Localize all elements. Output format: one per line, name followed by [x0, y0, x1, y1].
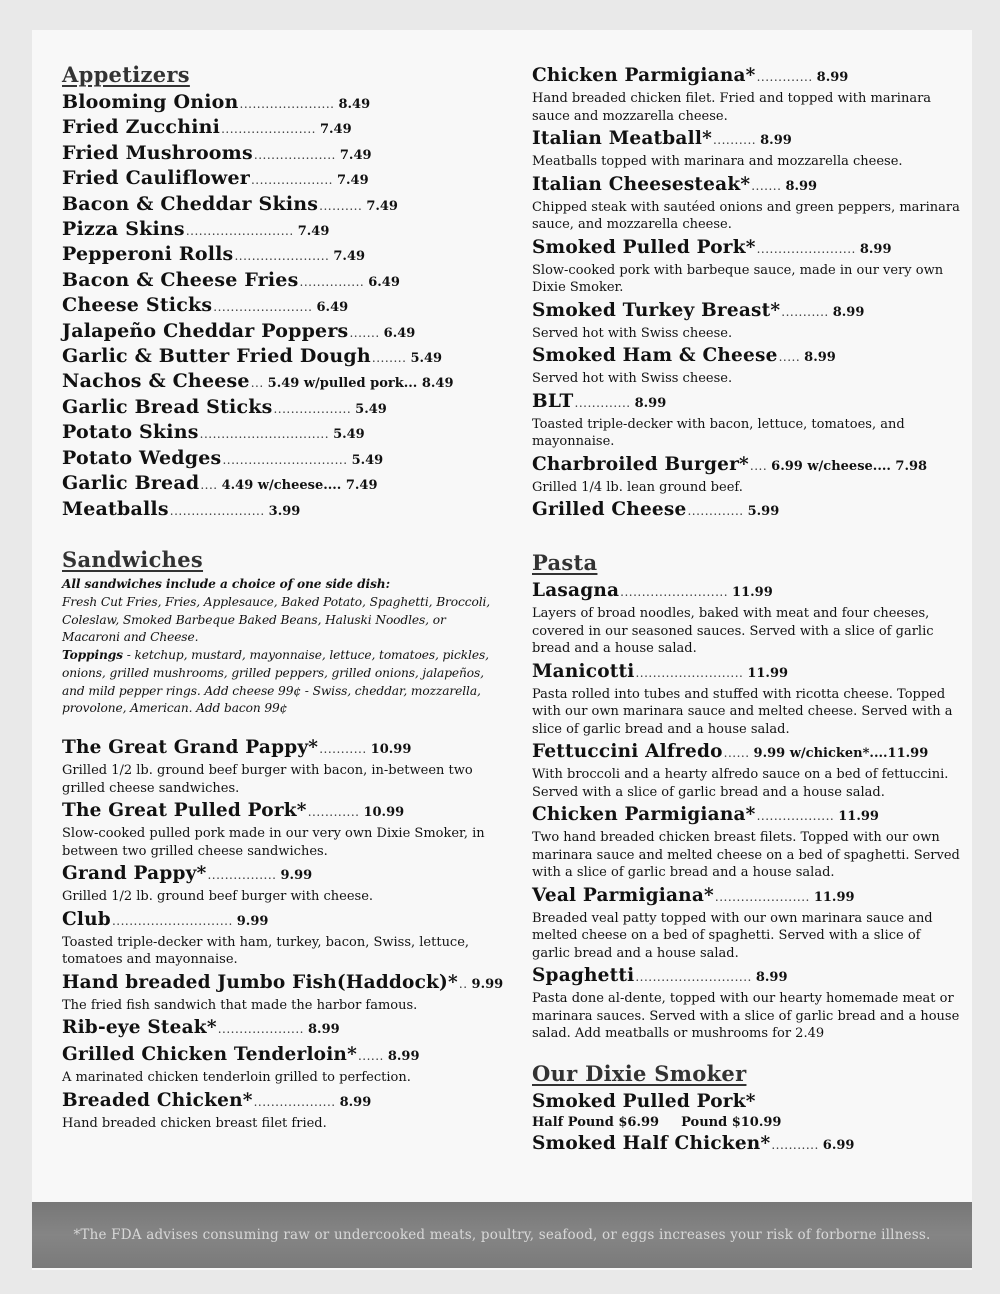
sandwich-item-name: Breaded Chicken*	[62, 1089, 253, 1111]
appetizer-price: 7.49	[336, 173, 369, 189]
smoker-chicken-name: Smoked Half Chicken*	[532, 1132, 771, 1154]
appetizer-name: Fried Mushrooms	[62, 141, 253, 164]
appetizer-price: 7.49	[297, 224, 330, 240]
pasta-item-name: Veal Parmigiana*	[532, 884, 714, 906]
appetizer-name: Potato Skins	[62, 421, 199, 444]
pasta-item-price: 11.99	[732, 585, 773, 600]
sandwich-item-name: The Great Grand Pappy*	[62, 737, 319, 759]
sandwich-item-name: Charbroiled Burger*	[532, 453, 749, 475]
sandwich-item-description: Chipped steak with sautéed onions and green peppers, marinara sauce, and mozzarella cheese.	[532, 199, 960, 232]
sandwich-item-name: Grilled Chicken Tenderloin*	[62, 1044, 357, 1066]
appetizer-price: 4.49 w/cheese.... 7.49	[221, 478, 378, 494]
right-sandwich-list	[532, 64, 962, 524]
sandwich-item	[62, 799, 502, 860]
sandwich-item	[532, 236, 962, 297]
smoker-chicken-dots: ...........	[771, 1137, 819, 1152]
appetizer-price: 5.49 w/pulled pork... 8.49	[267, 376, 454, 392]
appetizer-name: Jalapeño Cheddar Poppers	[62, 319, 349, 342]
pasta-item-name: Manicotti	[532, 660, 635, 682]
sandwich-item-line	[532, 344, 962, 370]
sandwich-item-price: 8.99	[634, 395, 667, 411]
pasta-item-dots: .........................	[620, 585, 729, 599]
appetizer-price: 5.49	[333, 427, 365, 443]
sandwich-item-description: Grilled 1/2 lb. ground beef burger with cheese.	[62, 889, 374, 905]
sandwich-item-line	[532, 299, 962, 325]
pasta-item-dots: ...........................	[635, 970, 752, 984]
appetizer-item	[62, 218, 502, 243]
sandwich-item-price: 8.99	[804, 350, 836, 365]
sandwich-item-description: Grilled 1/4 lb. lean ground beef.	[532, 479, 743, 495]
sandwich-item-line	[62, 908, 502, 934]
sandwich-item-dots: ....	[749, 458, 768, 473]
fda-footer-text: *The FDA advises consuming raw or undercooked meats, poultry, seafood, or eggs increases your risk of forborne illness.	[73, 1227, 931, 1243]
right-column	[532, 64, 962, 1158]
sandwich-item-line	[532, 498, 962, 524]
appetizer-name: Garlic Bread	[62, 472, 200, 495]
sandwich-item-line	[532, 236, 962, 262]
appetizer-dots: ......................	[239, 97, 335, 111]
sandwich-item-name: Grilled Cheese	[532, 499, 687, 520]
pasta-item-description: Layers of broad noodles, baked with meat and four cheeses, covered in our seasoned sauces. Served with a slice of garlic bread and a house salad.	[532, 606, 934, 656]
pasta-item-dots: ......	[723, 746, 750, 760]
sandwich-item-description: Served hot with Swiss cheese.	[532, 371, 733, 386]
sandwich-item-description: Slow-cooked pulled pork made in our very own Dixie Smoker, in between two grilled cheese sandwiches.	[62, 826, 485, 859]
sandwich-item	[532, 390, 962, 451]
appetizer-item	[62, 498, 502, 523]
sandwich-item-line	[62, 971, 502, 997]
appetizer-dots: ......................	[234, 249, 330, 264]
pasta-item-line	[532, 579, 962, 605]
sandwich-item-dots: .............	[756, 70, 813, 84]
appetizer-price: 8.49	[338, 97, 371, 112]
sandwich-item-name: Grand Pappy*	[62, 863, 207, 885]
appetizer-price: 7.49	[333, 249, 366, 265]
sandwich-item	[62, 1089, 502, 1133]
appetizer-dots: .......................	[213, 300, 313, 315]
sandwich-item-price: 10.99	[370, 742, 412, 758]
pasta-item	[532, 740, 962, 801]
smoker-half-pound: Half Pound $6.99	[532, 1114, 660, 1130]
sandwich-item-dots: ............................	[111, 913, 233, 928]
sandwiches-intro-lead: All sandwiches include a choice of one side dish:	[62, 576, 390, 591]
appetizer-item	[62, 472, 502, 497]
appetizer-item	[62, 345, 502, 370]
appetizer-name: Fried Cauliflower	[62, 167, 250, 190]
appetizer-price: 7.49	[366, 198, 398, 214]
left-column	[62, 62, 502, 1134]
sandwich-item-line	[532, 173, 962, 199]
appetizer-dots: .........................	[185, 224, 294, 239]
sandwich-item	[62, 908, 502, 969]
sandwich-item-line	[62, 799, 502, 825]
appetizer-price: 5.49	[410, 351, 443, 367]
sandwich-item-dots: ......	[357, 1049, 384, 1064]
fda-footer	[32, 1202, 972, 1268]
pasta-item	[532, 964, 962, 1043]
sandwich-item-price: 8.99	[387, 1049, 420, 1065]
sandwich-item-description: Meatballs topped with marinara and mozzarella cheese.	[532, 154, 903, 169]
pasta-list	[532, 579, 962, 1043]
appetizer-name: Bacon & Cheddar Skins	[62, 192, 319, 215]
sandwiches-intro	[62, 576, 502, 718]
appetizer-item	[62, 370, 502, 395]
sandwich-item-price: 5.99	[747, 504, 780, 519]
sandwich-item-price: 6.99 w/cheese.... 7.98	[771, 458, 928, 474]
pasta-item-description: Pasta rolled into tubes and stuffed with ricotta cheese. Topped with our own marinara sauce and melted cheese. Served with a slice of garlic bread and a house salad.	[532, 686, 953, 737]
sandwich-item-dots: ...................	[253, 1094, 336, 1109]
pasta-item-name: Fettuccini Alfredo	[532, 741, 723, 762]
sandwich-item-line	[532, 127, 962, 153]
sandwich-item-dots: ............	[307, 805, 360, 820]
sandwiches-intro-sides: Fresh Cut Fries, Fries, Applesauce, Baked Potato, Spaghetti, Broccoli, Coleslaw, Smoked Barbeque Baked Beans, Haluski Noodles, or Macaroni and Cheese.	[62, 594, 491, 645]
sandwich-item-dots: ...........	[781, 304, 829, 319]
appetizer-price: 7.49	[319, 122, 352, 138]
sandwich-item	[62, 971, 502, 1015]
smoker-pound: Pound $10.99	[681, 1114, 782, 1130]
appetizer-item	[62, 91, 502, 116]
sandwich-item-description: A marinated chicken tenderloin grilled to perfection.	[62, 1070, 411, 1086]
sandwich-item-dots: ..	[458, 976, 468, 991]
appetizer-dots: ...	[250, 376, 264, 391]
sandwich-item-name: Chicken Parmigiana*	[532, 65, 756, 86]
sandwich-item-line	[62, 1043, 502, 1069]
sandwich-item-description: Hand breaded chicken filet. Fried and topped with marinara sauce and mozzarella cheese.	[532, 91, 932, 124]
sandwich-item-dots: .......................	[756, 241, 856, 256]
sandwich-item-dots: .....	[778, 350, 801, 364]
pasta-item-line	[532, 660, 962, 686]
appetizer-dots: ...................	[253, 147, 336, 162]
pasta-item-name: Chicken Parmigiana*	[532, 804, 756, 825]
appetizer-dots: ...............	[299, 274, 365, 289]
appetizers-title: Appetizers	[62, 62, 190, 87]
appetizer-name: Blooming Onion	[62, 91, 239, 113]
appetizer-name: Pizza Skins	[62, 218, 185, 241]
sandwich-list	[62, 736, 502, 1132]
pasta-item-name: Spaghetti	[532, 965, 635, 986]
appetizer-item	[62, 167, 502, 192]
sandwiches-title: Sandwiches	[62, 546, 204, 572]
sandwich-item	[532, 453, 962, 497]
appetizer-name: Nachos & Cheese	[62, 370, 250, 393]
appetizer-dots: .......	[349, 325, 380, 340]
sandwich-item-line	[532, 453, 962, 479]
pasta-item-description: Pasta done al-dente, topped with our hearty homemade meat or marinara sauces. Served with a slice of garlic bread and a house salad. Add meatballs or mushrooms for 2.49	[532, 991, 960, 1041]
appetizer-price: 6.49	[383, 325, 416, 341]
smoker-pork-name: Smoked Pulled Pork*	[532, 1090, 756, 1112]
pasta-item-line	[532, 740, 962, 766]
pasta-item	[532, 579, 962, 658]
sandwich-item-line	[62, 1016, 502, 1042]
sandwich-item-description: Grilled 1/2 lb. ground beef burger with bacon, in-between two grilled cheese sandwiches.	[62, 763, 473, 796]
sandwich-item	[532, 344, 962, 388]
appetizer-name: Potato Wedges	[62, 446, 222, 469]
pasta-item-dots: .........................	[635, 665, 744, 680]
toppings-text: - ketchup, mustard, mayonnaise, lettuce, tomatoes, pickles, onions, grilled mushrooms, grilled peppers, grilled onions, jalapeños, and mild pepper rings. Add cheese 99¢ - Swiss, cheddar, mozzarella, provolone, American. Add bacon 99¢	[62, 648, 489, 716]
appetizer-dots: ........	[371, 351, 407, 366]
appetizer-price: 6.49	[316, 300, 349, 316]
menu-page	[32, 30, 972, 1270]
sandwich-item-name: Smoked Ham & Cheese	[532, 345, 778, 366]
pasta-item-price: 11.99	[838, 809, 879, 824]
sandwich-item-price: 10.99	[363, 805, 405, 821]
smoker-title: Our Dixie Smoker	[532, 1060, 747, 1086]
appetizer-item	[62, 294, 502, 319]
sandwich-item	[62, 1043, 502, 1087]
sandwich-item	[62, 862, 502, 906]
sandwich-item-name: Hand breaded Jumbo Fish(Haddock)*	[62, 971, 458, 993]
pasta-item-price: 11.99	[747, 665, 789, 681]
sandwich-item-description: Toasted triple-decker with ham, turkey, bacon, Swiss, lettuce, tomatoes and mayonnaise.	[62, 934, 470, 968]
sandwich-item-description: Served hot with Swiss cheese.	[532, 325, 733, 341]
appetizer-price: 7.49	[339, 147, 372, 163]
sandwich-item-name: Italian Meatball*	[532, 128, 712, 149]
appetizer-name: Garlic & Butter Fried Dough	[62, 345, 371, 368]
sandwich-item-name: Club	[62, 908, 111, 930]
sandwich-item-description: Slow-cooked pork with barbeque sauce, made in our very own Dixie Smoker.	[532, 262, 944, 295]
smoker-pork-item	[532, 1090, 962, 1131]
appetizer-dots: ..............................	[199, 427, 330, 442]
pasta-item-dots: ......................	[714, 889, 810, 904]
sandwich-item-name: BLT	[532, 390, 574, 412]
appetizer-item	[62, 243, 502, 268]
pasta-item	[532, 803, 962, 882]
pasta-item-price: 9.99 w/chicken*....11.99	[753, 746, 929, 761]
sandwich-item-price: 9.99	[236, 913, 269, 929]
appetizer-item	[62, 396, 502, 421]
smoker-chicken-item	[532, 1132, 962, 1158]
sandwich-item-description: The fried fish sandwich that made the harbor famous.	[62, 997, 418, 1013]
sandwich-item-name: Rib-eye Steak*	[62, 1017, 217, 1039]
appetizer-item	[62, 116, 502, 141]
sandwich-item-name: The Great Pulled Pork*	[62, 800, 307, 822]
sandwich-item-line	[532, 390, 962, 416]
sandwich-item-description: Toasted triple-decker with bacon, lettuce, tomatoes, and mayonnaise.	[532, 416, 905, 449]
sandwich-item-price: 8.99	[760, 133, 792, 148]
sandwich-item-line	[62, 736, 502, 762]
sandwich-item-price: 8.99	[832, 304, 865, 320]
pasta-item-name: Lasagna	[532, 580, 620, 601]
sandwich-item-line	[62, 1089, 502, 1115]
appetizer-dots: ....	[200, 478, 218, 493]
pasta-item-price: 11.99	[813, 889, 855, 905]
appetizer-name: Meatballs	[62, 497, 169, 520]
appetizer-price: 5.49	[351, 452, 384, 468]
sandwich-item-price: 8.99	[785, 178, 818, 194]
appetizer-price: 3.99	[268, 503, 301, 519]
toppings-label: Toppings	[62, 648, 123, 663]
sandwich-item-price: 8.99	[339, 1094, 372, 1110]
sandwich-item-line	[62, 862, 502, 888]
pasta-item-price: 8.99	[755, 970, 788, 985]
sandwich-item-price: 8.99	[308, 1022, 340, 1038]
appetizer-dots: ..........	[319, 198, 363, 213]
sandwich-item-dots: ....................	[217, 1022, 304, 1037]
smoker-chicken-price: 6.99	[822, 1137, 855, 1153]
sandwich-item-name: Italian Cheesesteak*	[532, 173, 751, 195]
appetizer-item	[62, 193, 502, 218]
appetizer-price: 6.49	[368, 274, 400, 290]
sandwich-item-name: Smoked Pulled Pork*	[532, 236, 756, 258]
sandwich-item	[532, 173, 962, 234]
sandwich-item-dots: .............	[574, 395, 631, 410]
appetizer-dots: ......................	[169, 503, 265, 518]
sandwich-item-dots: ................	[207, 868, 277, 883]
sandwich-item-dots: .......	[751, 178, 782, 193]
pasta-title: Pasta	[532, 550, 598, 575]
pasta-item-line	[532, 964, 962, 990]
sandwich-item-price: 9.99	[280, 868, 313, 884]
sandwich-item	[62, 1016, 502, 1042]
pasta-item-description: Two hand breaded chicken breast filets. Topped with our own marinara sauce and melted cheese on a bed of spaghetti. Served with a slice of garlic bread and a house salad.	[532, 830, 960, 880]
sandwich-item-dots: ..........	[712, 133, 757, 147]
appetizer-name: Bacon & Cheese Fries	[62, 268, 299, 291]
appetizer-name: Pepperoni Rolls	[62, 243, 234, 266]
appetizer-list	[62, 91, 502, 523]
appetizer-item	[62, 447, 502, 472]
sandwich-item-price: 9.99	[471, 976, 504, 992]
sandwich-item	[532, 127, 962, 171]
pasta-item-dots: ..................	[756, 809, 835, 823]
appetizer-dots: .............................	[222, 452, 348, 467]
appetizer-name: Fried Zucchini	[62, 116, 221, 139]
appetizer-dots: ......................	[221, 122, 316, 137]
sandwich-item-description: Hand breaded chicken breast filet fried.	[62, 1115, 327, 1131]
appetizer-dots: ..................	[273, 401, 352, 416]
appetizer-dots: ...................	[250, 173, 333, 188]
appetizer-item	[62, 142, 502, 167]
pasta-item-description: Breaded veal patty topped with our own marinara sauce and melted cheese on a bed of spaghetti. Served with a slice of garlic bread and a house salad.	[532, 910, 933, 961]
appetizer-name: Cheese Sticks	[62, 294, 213, 317]
sandwich-item	[532, 64, 962, 125]
sandwich-item-price: 8.99	[859, 241, 892, 257]
sandwich-item	[62, 736, 502, 797]
pasta-item-line	[532, 884, 962, 910]
pasta-item-description: With broccoli and a hearty alfredo sauce on a bed of fettuccini. Served with a slice of garlic bread and a house salad.	[532, 767, 949, 800]
appetizer-name: Garlic Bread Sticks	[62, 395, 273, 418]
smoker-pork-prices	[532, 1114, 962, 1131]
pasta-item-line	[532, 803, 962, 829]
sandwich-item-dots: .............	[687, 504, 744, 518]
sandwich-item-price: 8.99	[816, 70, 849, 85]
appetizer-item	[62, 320, 502, 345]
sandwich-item-name: Smoked Turkey Breast*	[532, 299, 781, 321]
sandwich-item	[532, 299, 962, 343]
appetizer-price: 5.49	[355, 401, 387, 417]
appetizer-item	[62, 421, 502, 446]
sandwich-item	[532, 498, 962, 524]
sandwich-item-line	[532, 64, 962, 90]
appetizer-item	[62, 269, 502, 294]
sandwich-item-dots: ...........	[319, 742, 367, 757]
pasta-item	[532, 884, 962, 963]
pasta-item	[532, 660, 962, 739]
